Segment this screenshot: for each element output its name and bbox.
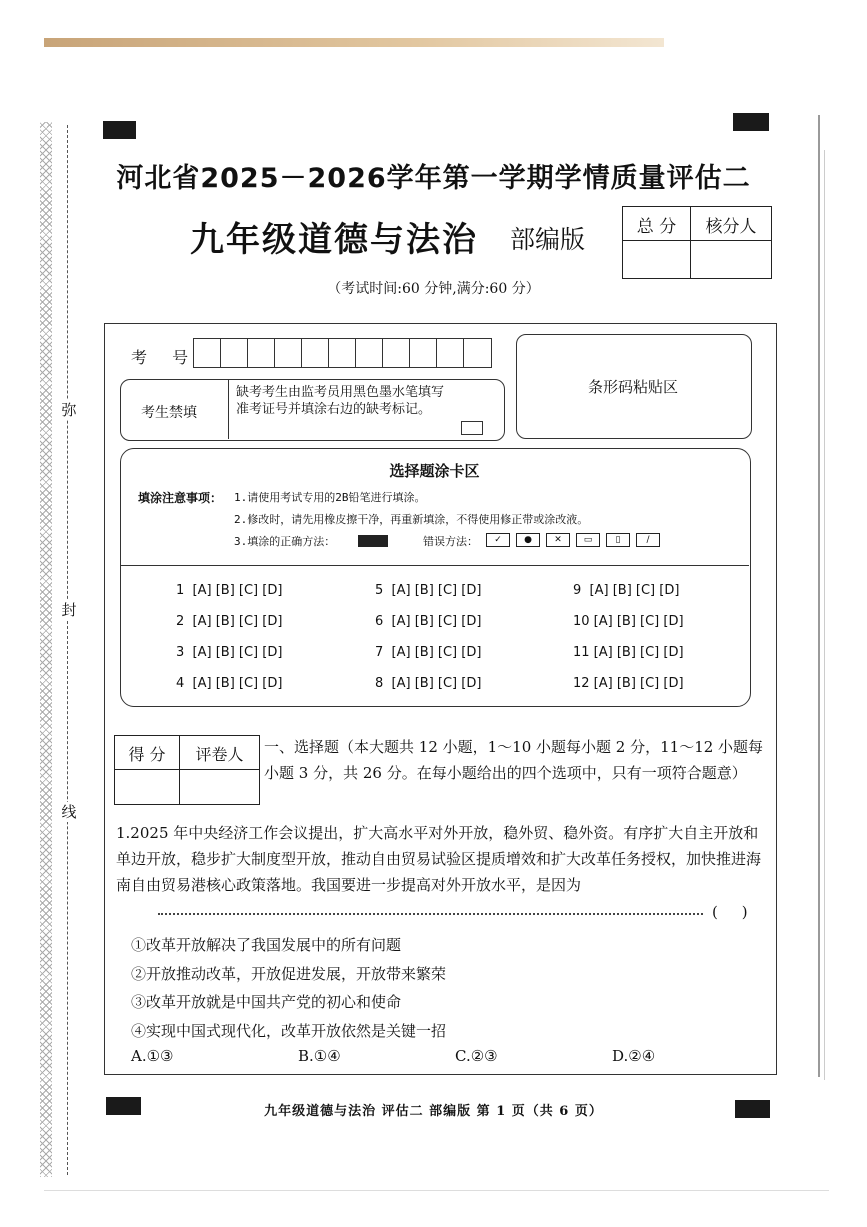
absence-mark-divider: [228, 380, 229, 439]
choice-fill-area: [120, 448, 751, 707]
bubble-row-q2[interactable]: 2 [A] [B] [C] [D]: [176, 614, 283, 629]
bubble-row-q7[interactable]: 7 [A] [B] [C] [D]: [375, 645, 482, 660]
check-mark-icon: ✓: [486, 533, 510, 547]
subject-title: 九年级道德与法治: [190, 220, 478, 260]
dot-mark-icon: ●: [516, 533, 540, 547]
statement-1: ①改革开放解决了我国发展中的所有问题: [131, 936, 402, 954]
bubble-row-q5[interactable]: 5 [A] [B] [C] [D]: [375, 583, 482, 598]
choice-fill-area-title: 选择题涂卡区: [389, 462, 480, 480]
side-seal-char-2: 封: [61, 601, 77, 619]
choice-area-divider: [121, 565, 749, 566]
bubble-row-q6[interactable]: 6 [A] [B] [C] [D]: [375, 614, 482, 629]
option-b[interactable]: B.①④: [298, 1047, 341, 1065]
statement-3: ③改革开放就是中国共产党的初心和使命: [131, 993, 402, 1011]
question-1-stem: 1.2025 年中央经济工作会议提出，扩大高水平对外开放，稳外贸、稳外资。有序扩大自主开放和单边开放，稳步扩大制度型开放，推动自由贸易试验区提质增效和扩大改革任务授权，加快推进海南自由贸易港核心政策落地。我国要进一步提高对外开放水平，是因为: [116, 824, 762, 894]
bubble-row-q3[interactable]: 3 [A] [B] [C] [D]: [176, 645, 283, 660]
grade-table: [114, 735, 260, 805]
side-seal-char-3: 线: [61, 803, 77, 821]
exam-id-label: 考 号: [131, 348, 199, 367]
bubble-row-q4[interactable]: 4 [A] [B] [C] [D]: [176, 676, 283, 691]
bubble-row-q12[interactable]: 12 [A] [B] [C] [D]: [573, 676, 684, 691]
bottom-paper-edge: [44, 1190, 829, 1191]
wrong-method-label: 错误方法：: [423, 535, 478, 548]
cross-mark-icon: ✕: [546, 533, 570, 547]
split-mark-icon: ▯: [606, 533, 630, 547]
registration-mark-top-left: [103, 121, 136, 139]
score-checker-header: 核分人: [705, 217, 757, 237]
bubble-row-q10[interactable]: 10 [A] [B] [C] [D]: [573, 614, 684, 629]
grade-score-header: 得 分: [128, 745, 166, 764]
absence-mark-label: 考生禁填: [141, 405, 197, 421]
fill-note-1: 1.请使用考试专用的2B铅笔进行填涂。: [234, 491, 426, 504]
fill-notes-label: 填涂注意事项：: [138, 491, 223, 505]
grader-header: 评卷人: [195, 745, 244, 764]
answer-leader-dots: [158, 905, 703, 915]
bubble-row-q8[interactable]: 8 [A] [B] [C] [D]: [375, 676, 482, 691]
exam-id-grid[interactable]: [193, 338, 492, 368]
outline-mark-icon: ▭: [576, 533, 600, 547]
fill-note-3: 3.填涂的正确方法：: [234, 535, 336, 548]
absence-mark-checkbox[interactable]: [461, 421, 483, 435]
slash-mark-icon: ∕: [636, 533, 660, 547]
answer-blank[interactable]: ( ): [712, 903, 748, 921]
edition-label: 部编版: [510, 225, 586, 254]
total-score-header: 总 分: [636, 217, 677, 237]
bubble-row-q11[interactable]: 11 [A] [B] [C] [D]: [573, 645, 684, 660]
exam-title: 河北省2025－2026学年第一学期学情质量评估二: [116, 163, 751, 194]
total-score-table: [622, 206, 772, 279]
top-paper-edge: [44, 38, 664, 47]
option-c[interactable]: C.②③: [455, 1047, 498, 1065]
absence-mark-instructions: 缺考考生由监考员用黑色墨水笔填写准考证号并填涂右边的缺考标记。: [236, 385, 445, 417]
fill-note-2: 2.修改时，请先用橡皮擦干净，再重新填涂，不得使用修正带或涂改液。: [234, 513, 589, 526]
page-footer: 九年级道德与法治 评估二 部编版 第 1 页（共 6 页）: [264, 1104, 603, 1119]
barcode-area-label: 条形码粘贴区: [587, 378, 678, 396]
registration-mark-top-right: [733, 113, 769, 131]
right-page-border: [818, 115, 820, 1077]
side-seal-char-1: 弥: [61, 401, 77, 419]
correct-fill-sample: [358, 535, 388, 547]
option-a[interactable]: A.①③: [131, 1047, 174, 1065]
statement-2: ②开放推动改革，开放促进发展，开放带来繁荣: [131, 965, 447, 983]
section-1-instructions: 一、选择题（本大题共 12 小题，1～10 小题每小题 2 分，11～12 小题每小题 3 分，共 26 分。在每小题给出的四个选项中，只有一项符合题意）: [264, 738, 764, 782]
wrong-fill-samples: [486, 533, 660, 547]
statement-4: ④实现中国式现代化，改革开放依然是关键一招: [131, 1022, 447, 1040]
bubble-row-q1[interactable]: 1 [A] [B] [C] [D]: [176, 583, 283, 598]
bubble-row-q9[interactable]: 9 [A] [B] [C] [D]: [573, 583, 680, 598]
exam-info: （考试时间:60 分钟,满分:60 分）: [327, 281, 540, 297]
option-d[interactable]: D.②④: [612, 1047, 656, 1065]
